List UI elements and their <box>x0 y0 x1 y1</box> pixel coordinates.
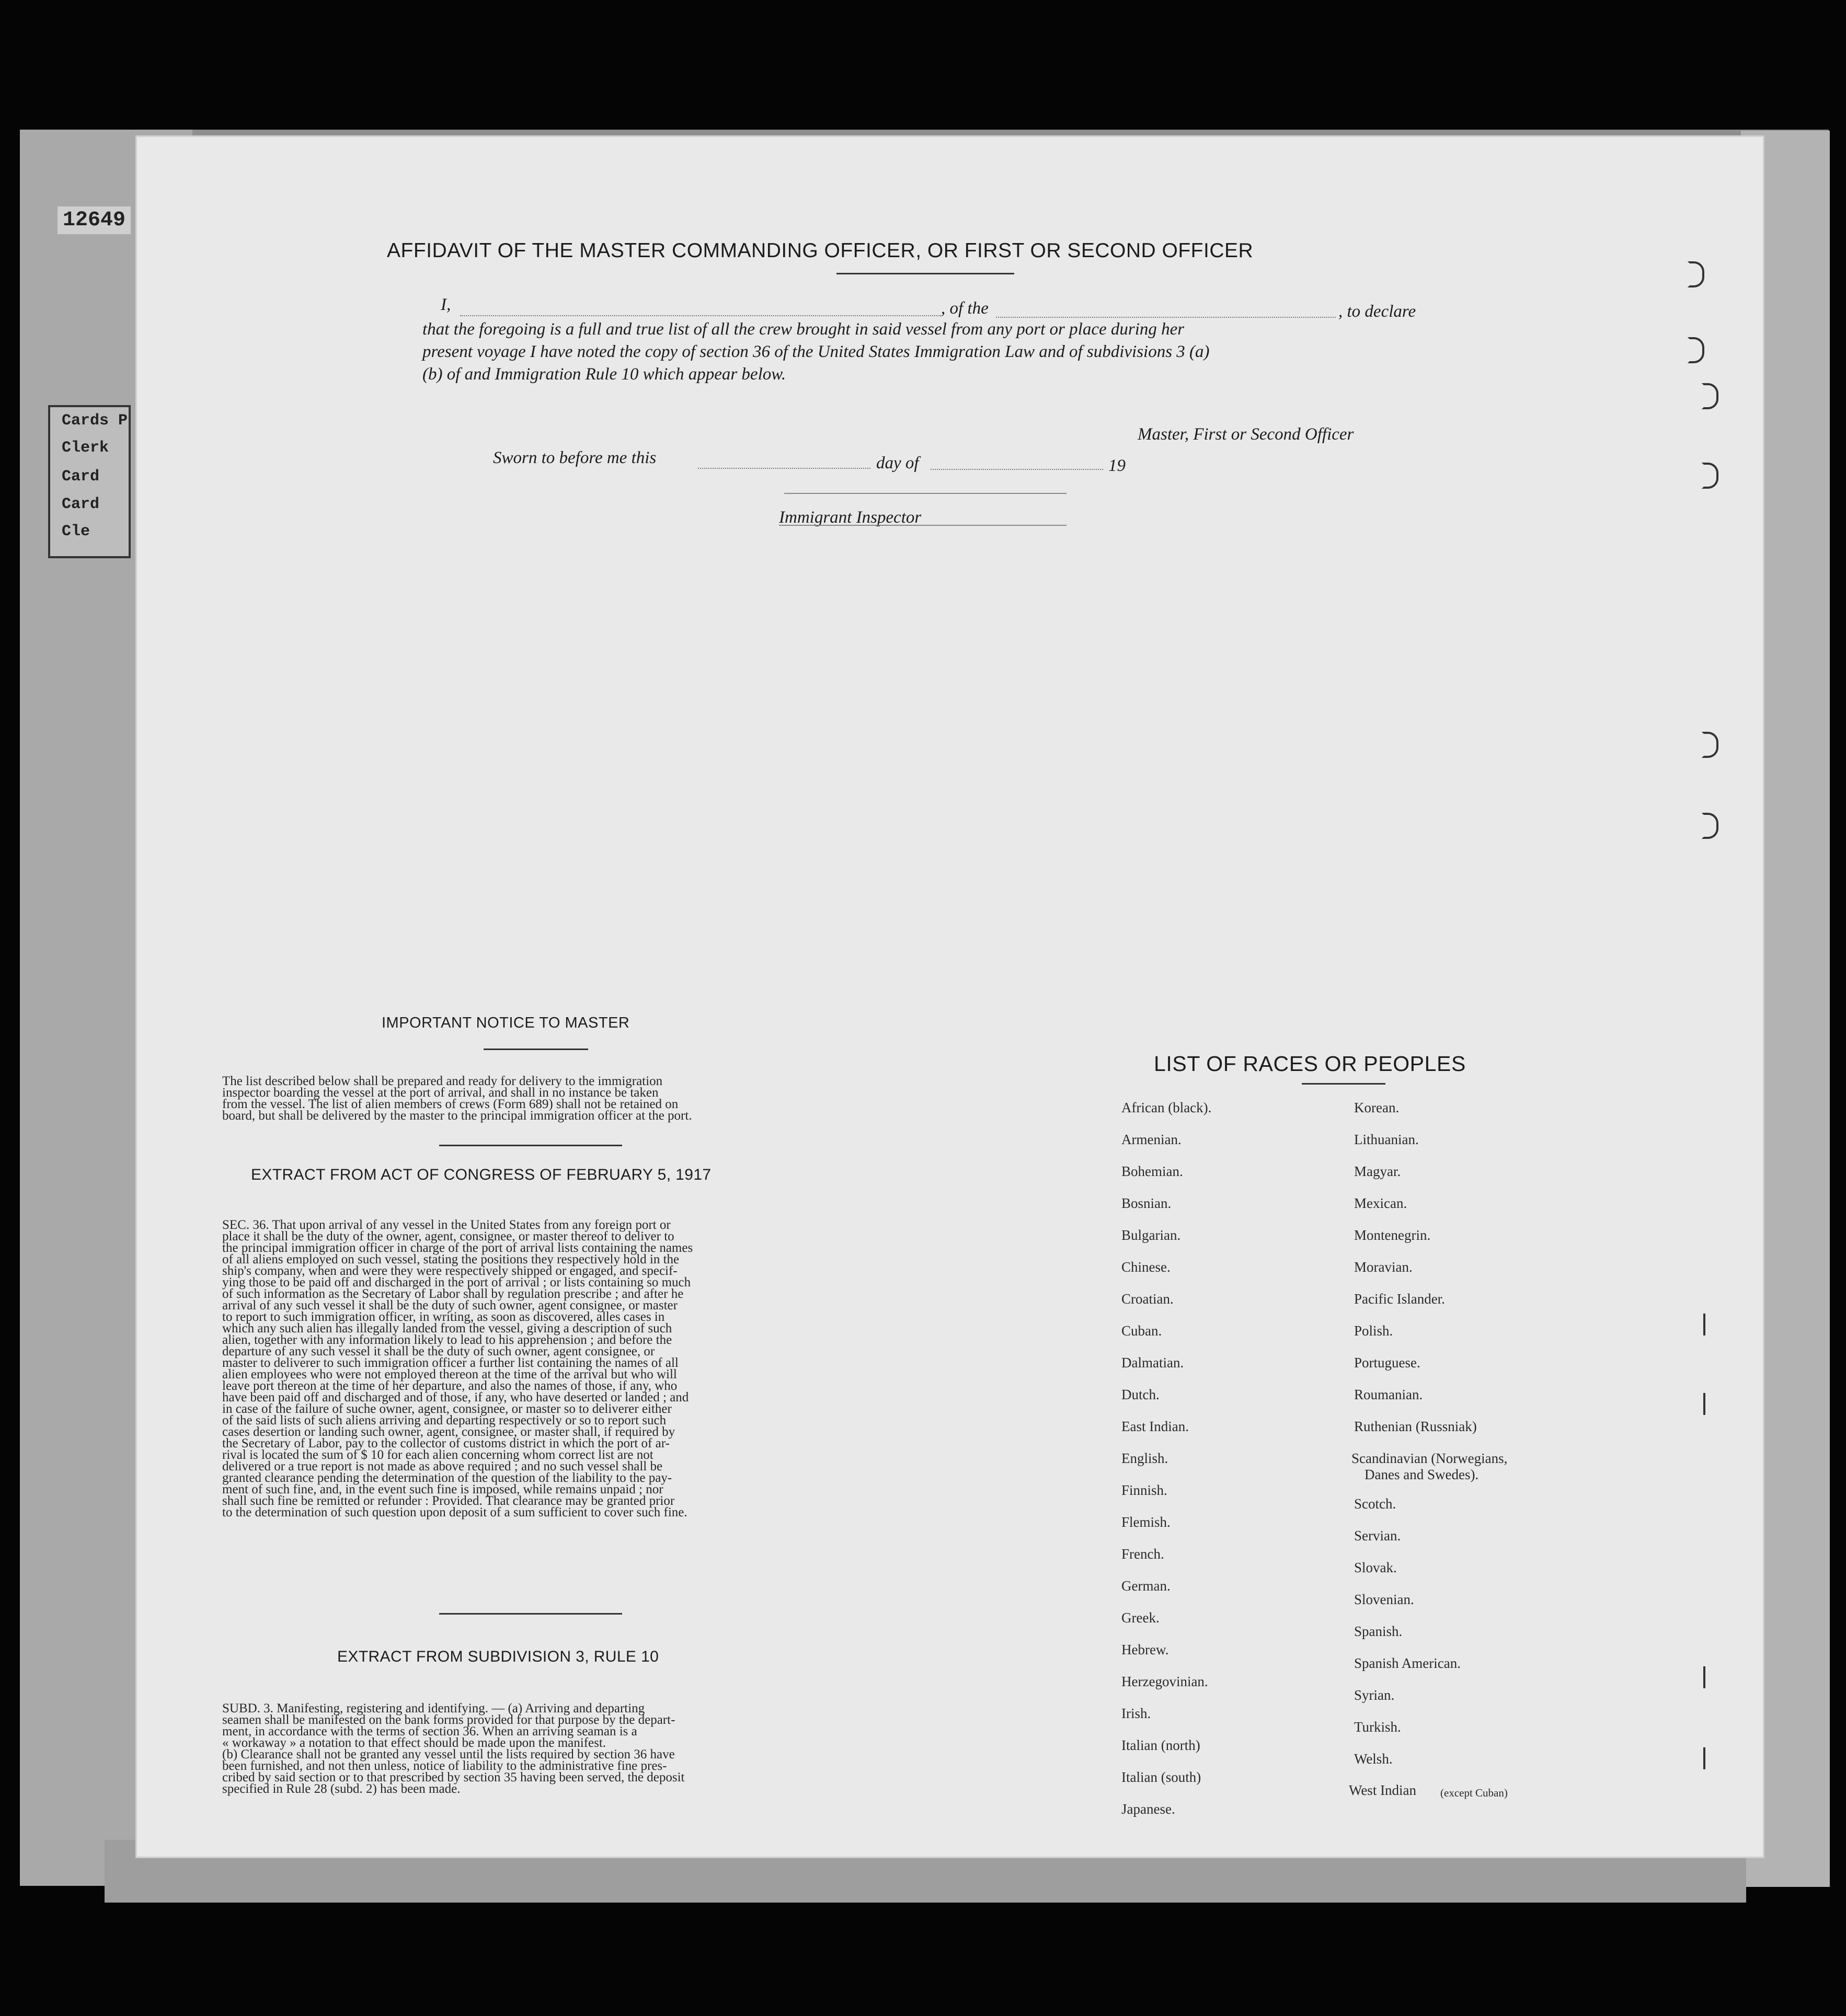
race-item: Scotch. <box>1354 1496 1396 1512</box>
race-item: Dutch. <box>1121 1387 1160 1402</box>
act-line: ment of such fine, and, in the event such fine is imposed, while remains unpaid ; nor <box>222 1482 663 1496</box>
race-item: Bosnian. <box>1121 1195 1172 1211</box>
month-blank[interactable] <box>931 469 1103 470</box>
race-item-note: (except Cuban) <box>1440 1787 1508 1799</box>
act-extract-title: EXTRACT FROM ACT OF CONGRESS OF FEBRUARY 5, 1917 <box>251 1166 712 1183</box>
notice-text-block <box>222 1076 839 1122</box>
rule-line: seamen shall be manifested on the bank forms provided for that purpose by the depart- <box>222 1713 675 1727</box>
act-line: leave port thereon at the time of her departure, and also the names of those, if any, who <box>222 1379 678 1393</box>
act-line: to report to such immigration officer, in writing, as soon as discovered, alles cases in <box>222 1310 665 1324</box>
rule-line: specified in Rule 28 (subd. 2) has been made. <box>222 1782 461 1796</box>
race-item: Scandinavian (Norwegians, <box>1351 1450 1508 1466</box>
race-item: Italian (north) <box>1121 1737 1200 1753</box>
race-item: Roumanian. <box>1354 1387 1423 1402</box>
binder-tick-icon <box>1703 1747 1705 1769</box>
rule-line: been furnished, and not then unless, notice of liability to the administrative fine pres- <box>222 1759 667 1773</box>
inspector-signature-line[interactable] <box>784 493 1067 494</box>
day-of-text: day of <box>876 454 919 473</box>
race-item: Lithuanian. <box>1354 1132 1419 1147</box>
race-item: Croatian. <box>1121 1291 1174 1307</box>
name-blank[interactable] <box>460 315 941 316</box>
year-prefix: 19 <box>1108 456 1126 475</box>
act-line: of all aliens employed on such vessel, stating the positions they respectively hold in the <box>222 1252 680 1266</box>
act-line: delivered or a true report is not made as above required ; and no such vessel shall be <box>222 1459 663 1473</box>
race-item: East Indian. <box>1121 1419 1189 1434</box>
race-item: Armenian. <box>1121 1132 1182 1147</box>
race-item: Magyar. <box>1354 1163 1401 1179</box>
act-line: SEC. 36. That upon arrival of any vessel in the United States from any foreign port or <box>222 1218 671 1232</box>
race-item: Italian (south) <box>1121 1769 1201 1785</box>
binder-tick-icon <box>1703 1393 1705 1415</box>
notice-title: IMPORTANT NOTICE TO MASTER <box>382 1015 630 1031</box>
race-item: Syrian. <box>1354 1687 1395 1703</box>
binder-hole-icon <box>1702 813 1718 839</box>
race-item: Cuban. <box>1121 1323 1162 1339</box>
act-line: ying those to be paid off and discharged in the port of arrival ; or lists containing so much <box>222 1275 691 1289</box>
rule-extract-title: EXTRACT FROM SUBDIVISION 3, RULE 10 <box>337 1648 659 1665</box>
binder-hole-icon <box>1702 383 1718 409</box>
title-divider <box>836 273 1014 274</box>
notice-line: board, but shall be delivered by the master to the principal immigration officer at the port. <box>222 1109 692 1123</box>
card-stamp-line: Clerk <box>62 439 109 457</box>
race-item: Mexican. <box>1354 1195 1407 1211</box>
act-line: have been paid off and discharged and of those, if any, who have deserted or landed ; and <box>222 1390 689 1404</box>
race-item: Bohemian. <box>1121 1163 1183 1179</box>
act-line: shall such fine be remitted or refunder : Provided. That clearance may be granted prior <box>222 1494 675 1508</box>
sworn-text: Sworn to before me this <box>493 448 657 467</box>
race-item: Flemish. <box>1121 1514 1171 1530</box>
race-item: German. <box>1121 1578 1171 1594</box>
race-item: Bulgarian. <box>1121 1227 1181 1243</box>
act-line: master to deliverer to such immigration officer a further list containing the names of all <box>222 1356 679 1370</box>
serial-number: 12649 <box>58 206 131 234</box>
race-item: Polish. <box>1354 1323 1393 1339</box>
binder-tick-icon <box>1703 1314 1705 1335</box>
affidavit-line4: (b) of and Immigration Rule 10 which appear below. <box>422 365 786 384</box>
card-stamp-line: Cle <box>62 523 90 540</box>
vessel-blank[interactable] <box>996 317 1336 318</box>
affidavit-line1-mid: , of the <box>941 299 989 318</box>
act-line: of the said lists of such aliens arriving and departing respectively or so to report such <box>222 1413 667 1427</box>
race-item: Dalmatian. <box>1121 1355 1184 1370</box>
races-divider <box>1302 1083 1385 1085</box>
binder-hole-icon <box>1688 337 1704 363</box>
race-item: Japanese. <box>1121 1801 1175 1817</box>
inspector-underline <box>779 525 1067 526</box>
manifest-sheet <box>137 137 1763 1857</box>
binder-hole-icon <box>1702 463 1718 489</box>
race-item: Ruthenian (Russniak) <box>1354 1419 1477 1434</box>
race-item: Hebrew. <box>1121 1642 1169 1657</box>
card-stamp-line: Card <box>62 468 100 486</box>
act-line: to the determination of such question upon deposit of a sum sufficient to cover such fine. <box>222 1505 687 1519</box>
rule-line: « workaway » a notation to that effect should be made upon the manifest. <box>222 1736 606 1750</box>
act-line: granted clearance pending the determination of the question of the liability to the pay- <box>222 1471 672 1485</box>
binder-hole-icon <box>1702 732 1718 758</box>
notice-divider <box>484 1049 588 1050</box>
race-item: Slovenian. <box>1354 1592 1414 1607</box>
race-item: Welsh. <box>1354 1751 1393 1767</box>
race-item: West Indian <box>1349 1782 1417 1798</box>
race-item: Slovak. <box>1354 1560 1397 1575</box>
act-line: alien employees who were not employed thereon at the time of the arrival but who will <box>222 1367 677 1381</box>
affidavit-title: AFFIDAVIT OF THE MASTER COMMANDING OFFICER, OR FIRST OR SECOND OFFICER <box>387 239 1254 262</box>
rule-extract-text <box>222 1703 839 1795</box>
affidavit-line3: present voyage I have noted the copy of section 36 of the United States Immigration Law and of subdivisions 3 (a) <box>422 342 1210 361</box>
day-blank[interactable] <box>698 468 870 469</box>
race-item: African (black). <box>1121 1100 1212 1115</box>
race-item: Portuguese. <box>1354 1355 1420 1370</box>
race-item: Chinese. <box>1121 1259 1171 1275</box>
rule-line: SUBD. 3. Manifesting, registering and identifying. — (a) Arriving and departing <box>222 1701 645 1715</box>
act-line: which any such alien has illegally landed from the vessel, giving a description of such <box>222 1321 672 1335</box>
act-line: place it shall be the duty of the owner, agent, consignee, or master thereof to deliver to <box>222 1229 674 1243</box>
notice-end-divider <box>439 1145 622 1146</box>
race-item: Moravian. <box>1354 1259 1413 1275</box>
race-item: Servian. <box>1354 1528 1401 1543</box>
act-line: of such information as the Secretary of Labor shall by regulation prescribe ; and after he <box>222 1287 684 1301</box>
notice-line: The list described below shall be prepared and ready for delivery to the immigration <box>222 1074 663 1088</box>
race-item: Turkish. <box>1354 1719 1401 1735</box>
act-line: ship's company, when and were they were respectively shipped or engaged, and specif- <box>222 1264 678 1278</box>
card-stamp-line: Cards P <box>62 412 128 430</box>
notice-line: inspector boarding the vessel at the port of arrival, and shall in no instance be taken <box>222 1086 659 1100</box>
inspector-label: Immigrant Inspector <box>779 508 922 527</box>
signature-label: Master, First or Second Officer <box>1138 425 1354 444</box>
rule-line: (b) Clearance shall not be granted any vessel until the lists required by section 36 have <box>222 1747 675 1761</box>
act-line: alien, together with any information likely to lead to his apprehension ; and before the <box>222 1333 672 1347</box>
act-end-divider <box>439 1613 622 1615</box>
race-item: Pacific Islander. <box>1354 1291 1445 1307</box>
races-title: LIST OF RACES OR PEOPLES <box>1154 1052 1466 1076</box>
race-item: Spanish American. <box>1354 1655 1461 1671</box>
race-item: French. <box>1121 1546 1164 1562</box>
binder-tick-icon <box>1703 1666 1705 1688</box>
rule-line: ment, in accordance with the terms of section 36. When an arriving seaman is a <box>222 1724 637 1738</box>
race-item: Korean. <box>1354 1100 1400 1115</box>
card-stamp-line: Card <box>62 496 100 513</box>
race-item: Irish. <box>1121 1706 1151 1721</box>
race-item: Danes and Swedes). <box>1365 1467 1479 1482</box>
race-item: Montenegrin. <box>1354 1227 1431 1243</box>
race-item: Spanish. <box>1354 1623 1403 1639</box>
race-item: Finnish. <box>1121 1482 1167 1498</box>
act-extract-text <box>222 1219 839 1518</box>
affidavit-line1-start: I, <box>441 295 451 314</box>
race-item: English. <box>1121 1450 1168 1466</box>
race-item: Herzegovinian. <box>1121 1674 1208 1689</box>
affidavit-line2: that the foregoing is a full and true list of all the crew brought in said vessel from any port or place during her <box>422 320 1185 339</box>
notice-line: from the vessel. The list of alien members of crews (Form 689) shall not be retained on <box>222 1097 679 1111</box>
act-line: arrival of any such vessel it shall be the duty of such owner, agent consignee, or master <box>222 1298 678 1312</box>
act-line: the Secretary of Labor, pay to the collector of customs district in which the port of ar- <box>222 1436 670 1450</box>
affidavit-line1-end: , to declare <box>1338 302 1416 321</box>
act-line: rival is located the sum of $ 10 for each alien concerning whom correct list are not <box>222 1448 653 1462</box>
rule-line: cribed by said section or to that prescribed by section 35 having been served, the deposit <box>222 1770 685 1784</box>
act-line: the principal immigration officer in charge of the port of arrival lists containing the names <box>222 1241 693 1255</box>
race-item: Greek. <box>1121 1610 1160 1626</box>
act-line: cases desertion or landing such owner, agent, consignee, or master shall, if required by <box>222 1425 675 1439</box>
act-line: departure of any such vessel it shall be the duty of such owner, agent consignee, or <box>222 1344 655 1358</box>
binder-hole-icon <box>1688 261 1704 287</box>
act-line: in case of the failure of suche owner, agent, consignee, or master so to deliverer either <box>222 1402 672 1416</box>
